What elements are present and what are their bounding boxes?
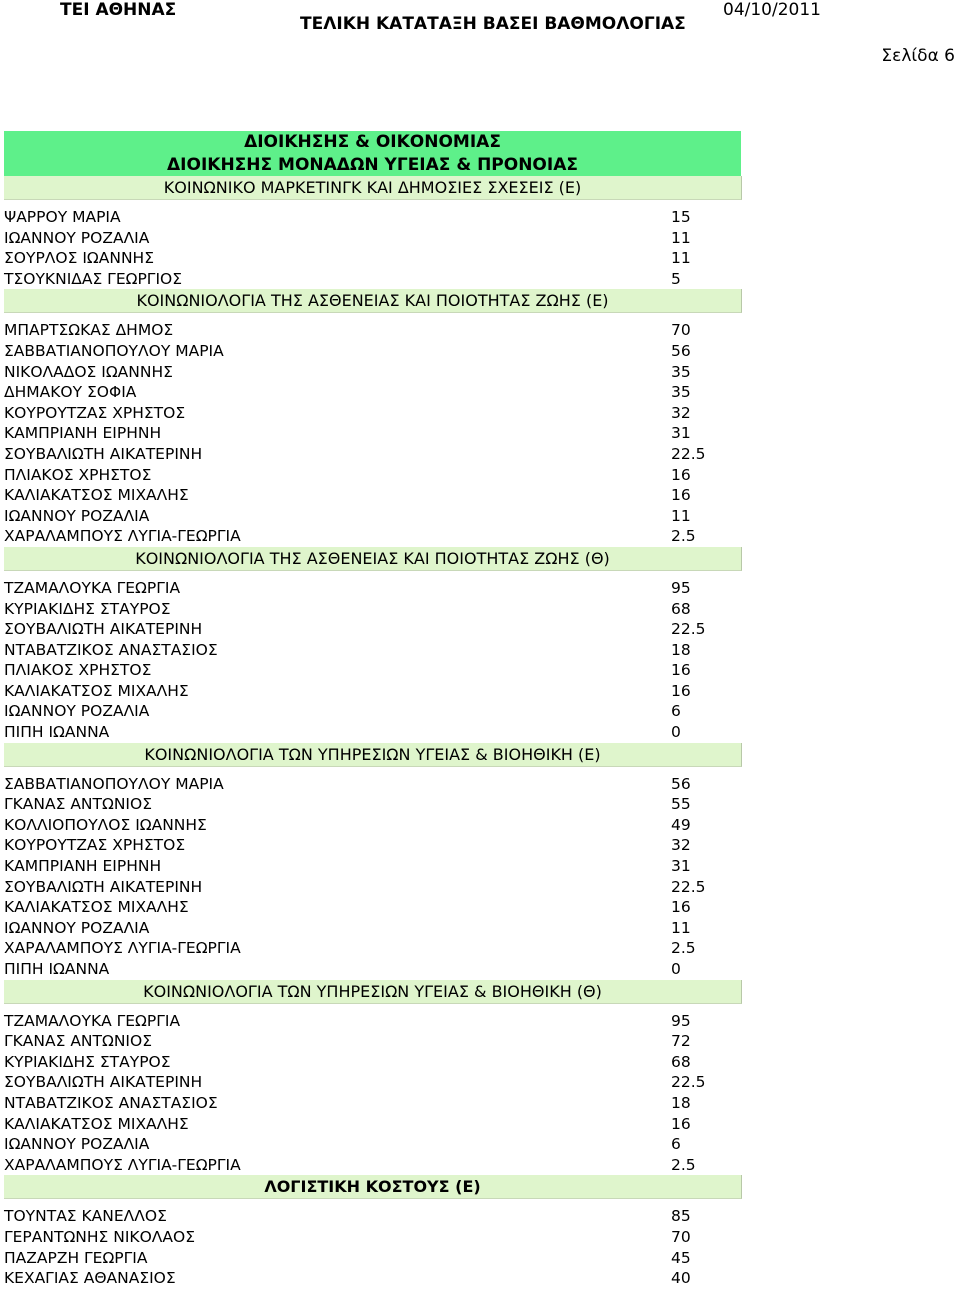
candidate-name: ΚΑΛΙΑΚΑΤΣΟΣ ΜΙΧΑΛΗΣ bbox=[4, 681, 189, 700]
candidate-name: ΣΟΥΒΑΛΙΩΤΗ ΑΙΚΑΤΕΡΙΝΗ bbox=[4, 1073, 203, 1092]
table-row bbox=[4, 444, 744, 465]
table-row bbox=[4, 341, 744, 362]
candidate-score: 40 bbox=[671, 1269, 691, 1288]
candidate-name: ΙΩΑΝΝΟΥ ΡΟΖΑΛΙΑ bbox=[4, 918, 150, 937]
program-heading: ΚΟΙΝΩΝΙΟΛΟΓΙΑ ΤΩΝ ΥΠΗΡΕΣΙΩΝ ΥΓΕΙΑΣ & ΒΙΟΗΘΙΚΗ (Ε) bbox=[4, 743, 742, 767]
table-row bbox=[4, 485, 744, 506]
table-row bbox=[4, 320, 744, 341]
table-row bbox=[4, 1206, 744, 1227]
candidate-name: ΝΙΚΟΛΑΔΟΣ ΙΩΑΝΝΗΣ bbox=[4, 362, 173, 381]
report-date: 04/10/2011 bbox=[723, 0, 821, 20]
candidate-score: 49 bbox=[671, 815, 691, 834]
candidate-name: ΚΑΜΠΡΙΑΝΗ ΕΙΡΗΝΗ bbox=[4, 857, 162, 876]
candidate-name: ΜΠΑΡΤΣΩΚΑΣ ΔΗΜΟΣ bbox=[4, 321, 174, 340]
table-row bbox=[4, 877, 744, 898]
table-row bbox=[4, 1155, 744, 1176]
candidate-name: ΤΣΟΥΚΝΙΔΑΣ ΓΕΩΡΓΙΟΣ bbox=[4, 269, 183, 288]
table-row bbox=[4, 248, 744, 269]
table-row bbox=[4, 897, 744, 918]
candidate-score: 16 bbox=[671, 661, 691, 680]
candidate-name: ΧΑΡΑΛΑΜΠΟΥΣ ΛΥΓΙΑ-ΓΕΩΡΓΙΑ bbox=[4, 527, 241, 546]
program-heading: ΛΟΓΙΣΤΙΚΗ ΚΟΣΤΟΥΣ (Ε) bbox=[4, 1175, 742, 1199]
table-row bbox=[4, 1227, 744, 1248]
table-row bbox=[4, 506, 744, 527]
candidate-name: ΣΟΥΒΑΛΙΩΤΗ ΑΙΚΑΤΕΡΙΝΗ bbox=[4, 877, 203, 896]
candidate-name: ΠΛΙΑΚΟΣ ΧΡΗΣΤΟΣ bbox=[4, 661, 152, 680]
table-row bbox=[4, 228, 744, 249]
department-heading: ΔΙΟΙΚΗΣΗΣ ΜΟΝΑΔΩΝ ΥΓΕΙΑΣ & ΠΡΟΝΟΙΑΣ bbox=[4, 154, 741, 176]
table-row bbox=[4, 835, 744, 856]
candidate-name: ΙΩΑΝΝΟΥ ΡΟΖΑΛΙΑ bbox=[4, 1135, 150, 1154]
candidate-name: ΠΛΙΑΚΟΣ ΧΡΗΣΤΟΣ bbox=[4, 465, 152, 484]
table-row bbox=[4, 722, 744, 743]
candidate-score: 11 bbox=[671, 918, 691, 937]
candidate-score: 31 bbox=[671, 424, 691, 443]
candidate-score: 45 bbox=[671, 1248, 691, 1267]
candidate-score: 72 bbox=[671, 1032, 691, 1051]
candidate-score: 2.5 bbox=[671, 527, 696, 546]
candidate-name: ΚΟΛΛΙΟΠΟΥΛΟΣ ΙΩΑΝΝΗΣ bbox=[4, 815, 207, 834]
table-row bbox=[4, 701, 744, 722]
candidate-name: ΚΥΡΙΑΚΙΔΗΣ ΣΤΑΥΡΟΣ bbox=[4, 1052, 171, 1071]
candidate-name: ΚΑΜΠΡΙΑΝΗ ΕΙΡΗΝΗ bbox=[4, 424, 162, 443]
table-row bbox=[4, 269, 744, 290]
table-row bbox=[4, 1011, 744, 1032]
candidate-score: 16 bbox=[671, 681, 691, 700]
candidate-score: 11 bbox=[671, 249, 691, 268]
sections-container bbox=[4, 176, 744, 1289]
candidate-score: 70 bbox=[671, 1227, 691, 1246]
candidate-name: ΤΖΑΜΑΛΟΥΚΑ ΓΕΩΡΓΙΑ bbox=[4, 578, 181, 597]
candidate-score: 70 bbox=[671, 321, 691, 340]
candidate-name: ΚΟΥΡΟΥΤΖΑΣ ΧΡΗΣΤΟΣ bbox=[4, 403, 186, 422]
candidate-name: ΧΑΡΑΛΑΜΠΟΥΣ ΛΥΓΙΑ-ΓΕΩΡΓΙΑ bbox=[4, 939, 241, 958]
candidate-score: 68 bbox=[671, 1052, 691, 1071]
candidate-name: ΙΩΑΝΝΟΥ ΡΟΖΑΛΙΑ bbox=[4, 702, 150, 721]
table-row bbox=[4, 599, 744, 620]
candidate-name: ΚΟΥΡΟΥΤΖΑΣ ΧΡΗΣΤΟΣ bbox=[4, 836, 186, 855]
candidate-score: 68 bbox=[671, 599, 691, 618]
candidate-score: 55 bbox=[671, 795, 691, 814]
program-heading: ΚΟΙΝΩΝΙΚΟ ΜΑΡΚΕΤΙΝΓΚ ΚΑΙ ΔΗΜΟΣΙΕΣ ΣΧΕΣΕΙΣ (Ε) bbox=[4, 176, 742, 200]
table-row bbox=[4, 681, 744, 702]
table-row bbox=[4, 1072, 744, 1093]
table-row bbox=[4, 1114, 744, 1135]
institution-name: ΤΕΙ ΑΘΗΝΑΣ bbox=[60, 0, 177, 20]
table-row bbox=[4, 1052, 744, 1073]
candidate-name: ΣΟΥΡΛΟΣ ΙΩΑΝΝΗΣ bbox=[4, 249, 154, 268]
candidate-score: 2.5 bbox=[671, 1155, 696, 1174]
candidate-score: 95 bbox=[671, 1011, 691, 1030]
candidate-score: 5 bbox=[671, 269, 681, 288]
candidate-score: 95 bbox=[671, 578, 691, 597]
table-row bbox=[4, 382, 744, 403]
candidate-score: 2.5 bbox=[671, 939, 696, 958]
candidate-score: 32 bbox=[671, 836, 691, 855]
candidate-score: 18 bbox=[671, 640, 691, 659]
table-row bbox=[4, 207, 744, 228]
table-row bbox=[4, 465, 744, 486]
candidate-name: ΧΑΡΑΛΑΜΠΟΥΣ ΛΥΓΙΑ-ΓΕΩΡΓΙΑ bbox=[4, 1155, 241, 1174]
candidate-score: 6 bbox=[671, 1135, 681, 1154]
candidate-score: 0 bbox=[671, 723, 681, 742]
program-heading: ΚΟΙΝΩΝΙΟΛΟΓΙΑ ΤΩΝ ΥΠΗΡΕΣΙΩΝ ΥΓΕΙΑΣ & ΒΙΟΗΘΙΚΗ (Θ) bbox=[4, 980, 742, 1004]
table-row bbox=[4, 938, 744, 959]
candidate-score: 35 bbox=[671, 383, 691, 402]
candidate-name: ΣΑΒΒΑΤΙΑΝΟΠΟΥΛΟΥ ΜΑΡΙΑ bbox=[4, 774, 224, 793]
candidate-score: 56 bbox=[671, 341, 691, 360]
candidate-name: ΚΑΛΙΑΚΑΤΣΟΣ ΜΙΧΑΛΗΣ bbox=[4, 1114, 189, 1133]
candidate-name: ΠΙΠΗ ΙΩΑΝΝΑ bbox=[4, 960, 110, 978]
program-heading: ΚΟΙΝΩΝΙΟΛΟΓΙΑ ΤΗΣ ΑΣΘΕΝΕΙΑΣ ΚΑΙ ΠΟΙΟΤΗΤΑΣ ΖΩΗΣ (Θ) bbox=[4, 547, 742, 571]
candidate-score: 22.5 bbox=[671, 620, 706, 639]
candidate-score: 22.5 bbox=[671, 1073, 706, 1092]
candidate-score: 22.5 bbox=[671, 444, 706, 463]
table-row bbox=[4, 1031, 744, 1052]
table-row bbox=[4, 640, 744, 661]
table-row bbox=[4, 619, 744, 640]
table-row bbox=[4, 403, 744, 424]
candidate-name: ΠΙΠΗ ΙΩΑΝΝΑ bbox=[4, 723, 110, 742]
candidate-score: 56 bbox=[671, 774, 691, 793]
ranking-table bbox=[4, 131, 744, 1289]
faculty-heading: ΔΙΟΙΚΗΣΗΣ & ΟΙΚΟΝΟΜΙΑΣ bbox=[4, 131, 741, 154]
candidate-score: 11 bbox=[671, 506, 691, 525]
candidate-name: ΠΑΖΑΡΖΗ ΓΕΩΡΓΙΑ bbox=[4, 1248, 148, 1267]
candidate-name: ΝΤΑΒΑΤΖΙΚΟΣ ΑΝΑΣΤΑΣΙΟΣ bbox=[4, 640, 218, 659]
candidate-score: 16 bbox=[671, 1114, 691, 1133]
table-row bbox=[4, 423, 744, 444]
table-row bbox=[4, 1248, 744, 1269]
table-row bbox=[4, 578, 744, 599]
candidate-name: ΓΚΑΝΑΣ ΑΝΤΩΝΙΟΣ bbox=[4, 795, 152, 814]
table-row bbox=[4, 815, 744, 836]
table-row bbox=[4, 526, 744, 547]
candidate-score: 35 bbox=[671, 362, 691, 381]
candidate-name: ΓΕΡΑΝΤΩΝΗΣ ΝΙΚΟΛΑΟΣ bbox=[4, 1227, 195, 1246]
candidate-score: 15 bbox=[671, 208, 691, 226]
candidate-name: ΙΩΑΝΝΟΥ ΡΟΖΑΛΙΑ bbox=[4, 228, 150, 247]
candidate-score: 85 bbox=[671, 1207, 691, 1226]
candidate-name: ΝΤΑΒΑΤΖΙΚΟΣ ΑΝΑΣΤΑΣΙΟΣ bbox=[4, 1093, 218, 1112]
candidate-score: 0 bbox=[671, 960, 681, 978]
table-row bbox=[4, 856, 744, 877]
candidate-name: ΙΩΑΝΝΟΥ ΡΟΖΑΛΙΑ bbox=[4, 506, 150, 525]
candidate-name: ΚΥΡΙΑΚΙΔΗΣ ΣΤΑΥΡΟΣ bbox=[4, 599, 171, 618]
candidate-score: 16 bbox=[671, 465, 691, 484]
candidate-name: ΣΟΥΒΑΛΙΩΤΗ ΑΙΚΑΤΕΡΙΝΗ bbox=[4, 620, 203, 639]
candidate-name: ΔΗΜΑΚΟΥ ΣΟΦΙΑ bbox=[4, 383, 137, 402]
candidate-score: 32 bbox=[671, 403, 691, 422]
candidate-score: 11 bbox=[671, 228, 691, 247]
candidate-score: 18 bbox=[671, 1093, 691, 1112]
program-heading: ΚΟΙΝΩΝΙΟΛΟΓΙΑ ΤΗΣ ΑΣΘΕΝΕΙΑΣ ΚΑΙ ΠΟΙΟΤΗΤΑΣ ΖΩΗΣ (Ε) bbox=[4, 289, 742, 313]
candidate-name: ΤΟΥΝΤΑΣ ΚΑΝΕΛΛΟΣ bbox=[4, 1207, 167, 1226]
candidate-name: ΣΟΥΒΑΛΙΩΤΗ ΑΙΚΑΤΕΡΙΝΗ bbox=[4, 444, 203, 463]
table-row bbox=[4, 1093, 744, 1114]
table-row bbox=[4, 1268, 744, 1289]
candidate-name: ΚΕΧΑΓΙΑΣ ΑΘΑΝΑΣΙΟΣ bbox=[4, 1269, 176, 1288]
candidate-name: ΣΑΒΒΑΤΙΑΝΟΠΟΥΛΟΥ ΜΑΡΙΑ bbox=[4, 341, 224, 360]
candidate-score: 31 bbox=[671, 857, 691, 876]
candidate-score: 16 bbox=[671, 898, 691, 917]
candidate-name: ΚΑΛΙΑΚΑΤΣΟΣ ΜΙΧΑΛΗΣ bbox=[4, 898, 189, 917]
page-number: Σελίδα 6 bbox=[881, 46, 955, 66]
candidate-name: ΤΖΑΜΑΛΟΥΚΑ ΓΕΩΡΓΙΑ bbox=[4, 1011, 181, 1030]
table-row bbox=[4, 362, 744, 383]
candidate-score: 22.5 bbox=[671, 877, 706, 896]
table-row bbox=[4, 794, 744, 815]
candidate-name: ΚΑΛΙΑΚΑΤΣΟΣ ΜΙΧΑΛΗΣ bbox=[4, 486, 189, 505]
candidate-score: 6 bbox=[671, 702, 681, 721]
table-row bbox=[4, 1134, 744, 1155]
table-row bbox=[4, 660, 744, 681]
candidate-score: 16 bbox=[671, 486, 691, 505]
candidate-name: ΓΚΑΝΑΣ ΑΝΤΩΝΙΟΣ bbox=[4, 1032, 152, 1051]
report-title: ΤΕΛΙΚΗ ΚΑΤΑΤΑΞΗ ΒΑΣΕΙ ΒΑΘΜΟΛΟΓΙΑΣ bbox=[300, 14, 686, 34]
table-row bbox=[4, 959, 744, 980]
table-row bbox=[4, 918, 744, 939]
table-row bbox=[4, 774, 744, 795]
candidate-name: ΨΑΡΡΟΥ ΜΑΡΙΑ bbox=[4, 208, 121, 226]
